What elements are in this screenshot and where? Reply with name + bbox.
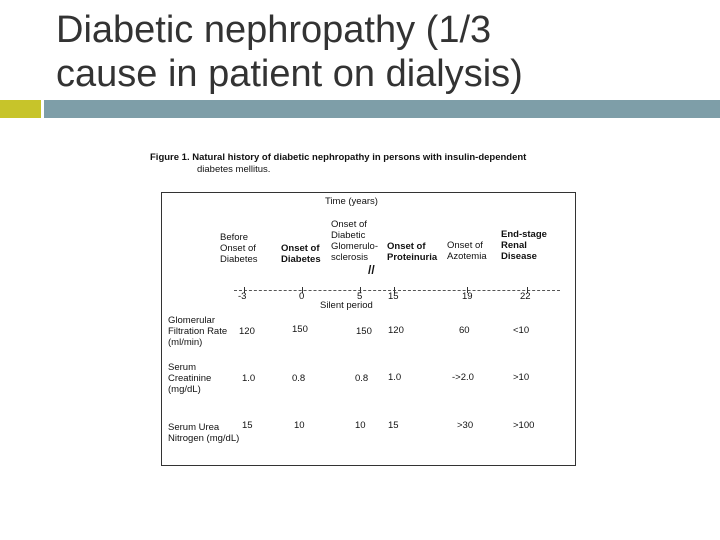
slide-title-line-1: Diabetic nephropathy (1/3 (56, 9, 492, 51)
row-label-creatinine: Serum Creatinine (mg/dL) (168, 362, 212, 395)
table-cell: 0.8 (292, 373, 306, 384)
time-axis-label: Time (years) (325, 196, 378, 207)
stage-end-stage-renal: End-stage Renal Disease (501, 229, 547, 262)
figure-caption (150, 152, 570, 176)
table-cell: 120 (388, 325, 404, 336)
year-label: 22 (520, 291, 531, 302)
table-cell: 60 (459, 325, 470, 336)
stage-azotemia: Onset of Azotemia (447, 240, 487, 262)
year-label: 19 (462, 291, 473, 302)
row-label-bun: Serum Urea Nitrogen (mg/dL) (168, 422, 240, 444)
table-cell: ->2.0 (452, 372, 474, 383)
table-cell: 150 (356, 326, 372, 337)
table-cell: <10 (513, 325, 530, 336)
table-cell: 10 (355, 420, 366, 431)
row-label-gfr: Glomerular Filtration Rate (ml/min) (168, 315, 228, 348)
figure-caption-label: Figure 1. (150, 152, 190, 163)
title-divider-bar (44, 100, 720, 118)
stage-proteinuria: Onset of Proteinuria (387, 241, 438, 263)
slide-title (56, 8, 696, 96)
table-cell: 0.8 (355, 373, 369, 384)
year-label: 15 (388, 291, 399, 302)
table-cell: 1.0 (388, 372, 402, 383)
figure-caption-text: Natural history of diabetic nephropathy in persons with insulin-dependent (192, 152, 527, 163)
table-cell: 15 (242, 420, 253, 431)
table-cell: >10 (513, 372, 530, 383)
title-accent-block (0, 100, 41, 118)
stage-before-onset: Before Onset of Diabetes (220, 232, 258, 265)
table-cell: 150 (292, 324, 308, 335)
year-label: 5 (357, 291, 363, 302)
axis-break-mark: // (368, 263, 375, 277)
table-cell: 1.0 (242, 373, 256, 384)
stage-glomerulosclerosis: Onset of Diabetic Glomerulo- sclerosis (331, 219, 378, 263)
silent-period-label: Silent period (320, 300, 373, 311)
table-cell: >100 (513, 420, 535, 431)
table-cell: 120 (239, 326, 255, 337)
table-cell: 15 (388, 420, 399, 431)
slide-title-line-2: cause in patient on dialysis) (56, 53, 523, 95)
figure-caption-line2: diabetes mellitus. (197, 164, 271, 175)
stage-onset-diabetes: Onset of Diabetes (281, 243, 321, 265)
year-label: -3 (238, 291, 247, 302)
table-cell: 10 (294, 420, 305, 431)
year-label: 0 (299, 291, 305, 302)
table-cell: >30 (457, 420, 474, 431)
